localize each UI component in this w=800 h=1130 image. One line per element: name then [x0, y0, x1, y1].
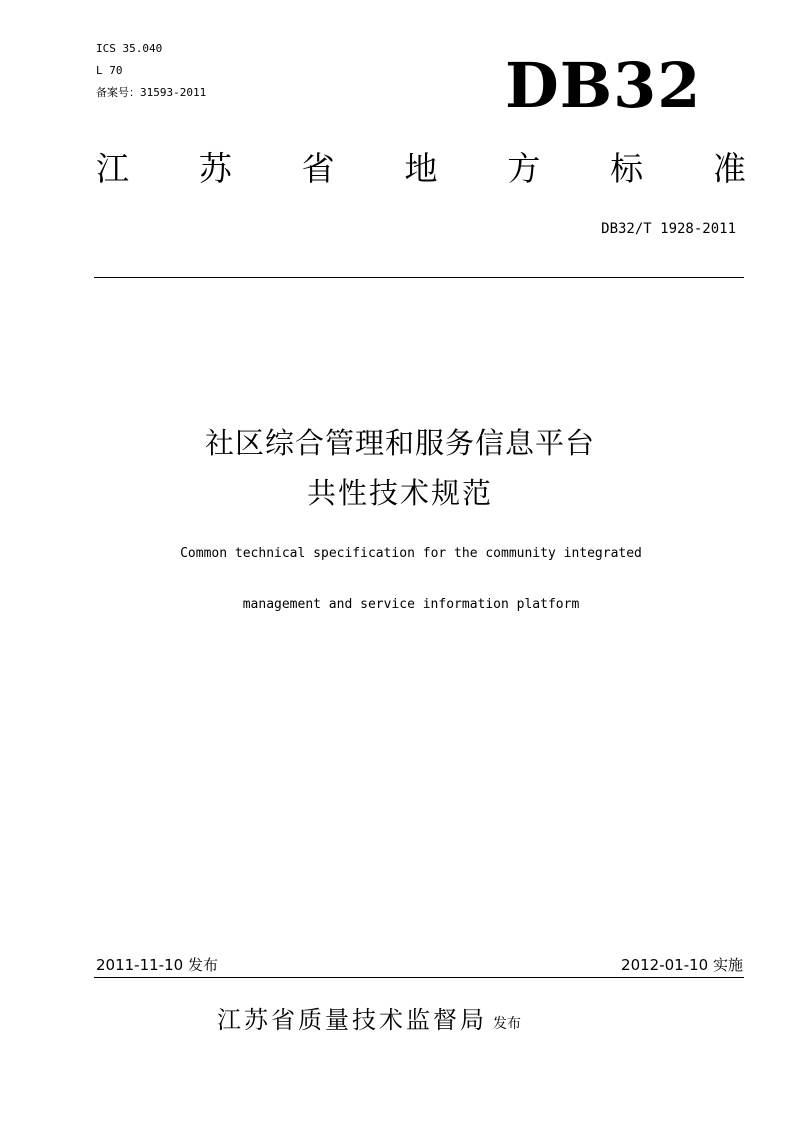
implementation-date: 2012-01-10 实施 — [621, 956, 743, 974]
title-chinese-line-1: 社区综合管理和服务信息平台 — [204, 426, 595, 460]
title-english-line-2: management and service information platform — [242, 597, 580, 612]
ccs-code: L 70 — [96, 64, 123, 77]
title-english-line-1: Common technical specification for the community integrated — [180, 546, 642, 561]
standard-type-char: 苏 — [198, 149, 232, 188]
standard-number: DB32/T 1928-2011 — [601, 221, 736, 237]
standard-type-char: 方 — [507, 149, 541, 188]
standard-type-heading — [96, 147, 746, 191]
standard-code-logo: DB32 — [505, 49, 702, 122]
standard-type-char: 标 — [610, 149, 644, 188]
standard-type-char: 江 — [96, 149, 129, 188]
bottom-divider — [94, 977, 744, 978]
ics-code: ICS 35.040 — [96, 42, 163, 55]
issuer-name: 江苏省质量技术监督局 — [217, 1006, 487, 1034]
standard-type-char: 地 — [404, 149, 438, 188]
record-number: 备案号：31593-2011 — [96, 86, 207, 99]
issuing-authority — [217, 1003, 521, 1041]
standard-type-char: 省 — [301, 149, 335, 188]
title-chinese-line-2: 共性技术规范 — [306, 476, 493, 510]
top-divider — [94, 277, 744, 278]
issuer-suffix: 发布 — [493, 1016, 521, 1032]
issue-date: 2011-11-10 发布 — [96, 956, 218, 974]
standard-type-char: 准 — [712, 149, 746, 188]
